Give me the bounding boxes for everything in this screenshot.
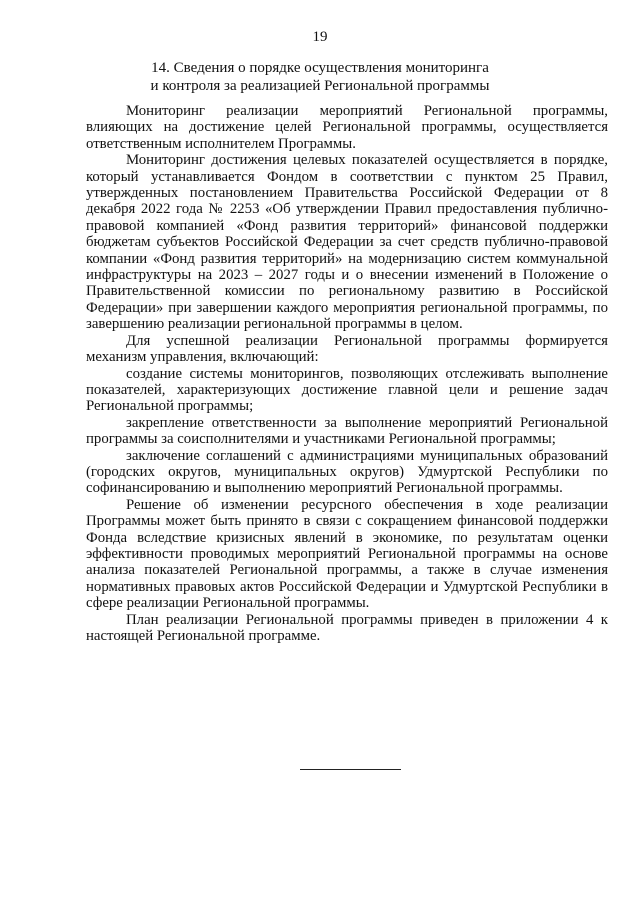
list-item-agreements: заключение соглашений с администрациями муниципальных образований (городских округов, муниципальных округов) Удмуртской Республики по софинансированию и выполнению мероприятий Региональной программы. [86,447,608,497]
list-item-monitoring-system: создание системы мониторингов, позволяющих отслеживать выполнение показателей, характеризующих достижение главной цели и решение задач Региональной программы; [86,365,608,415]
page-number: 19 [312,29,328,45]
paragraph-monitoring-intro: Мониторинг реализации мероприятий Региональной программы, влияющих на достижение целей Региональной программы, осуществляется ответственным исполнителем Программы. [86,103,608,152]
paragraph-implementation-plan: План реализации Региональной программы приведен в приложении 4 к настоящей Региональной программе. [86,611,608,644]
section-heading-line-1: 14. Сведения о порядке осуществления мониторинга [151,60,489,76]
end-divider-line [300,769,401,770]
section-heading-line-2: и контроля за реализацией Региональной программы [150,78,490,94]
list-item-responsibility: закрепление ответственности за выполнение мероприятий Региональной программы за соисполнителями и участниками Региональной программы; [86,414,608,448]
section-heading [0,59,640,95]
paragraph-management-mechanism: Для успешной реализации Региональной программы формируется механизм управления, включающий: [86,332,608,366]
paragraph-resource-change: Решение об изменении ресурсного обеспечения в ходе реализации Программы может быть принято в связи с сокращением финансовой поддержки Фонда вследствие кризисных явлений в экономике, по результатам оценки эффективности проводимых мероприятий Региональной программы на основе анализа показателей Региональной программы, а также в случае изменения нормативных правовых актов Российской Федерации и Удмуртской Республики в сфере реализации Региональной программы. [86,496,608,612]
paragraph-target-indicators: Мониторинг достижения целевых показателей осуществляется в порядке, который устанавливается Фондом в соответствии с пунктом 25 Правил, утвержденных постановлением Правительства Российской Федерации от 8 декабря 2022 года № 2253 «Об утверждении Правил предоставления публично-правовой компанией «Фонд развития территорий» финансовой поддержки бюджетам субъектов Российской Федерации за счет средств публично-правовой компании «Фонд развития территорий» на модернизацию систем коммунальной инфраструктуры на 2023 – 2027 годы и о внесении изменений в Положение о Правительственной комиссии по региональному развитию в Российской Федерации» при завершении каждого мероприятия региональной программы, по завершению реализации региональной программы в целом. [86,152,608,333]
body-text [86,103,608,644]
